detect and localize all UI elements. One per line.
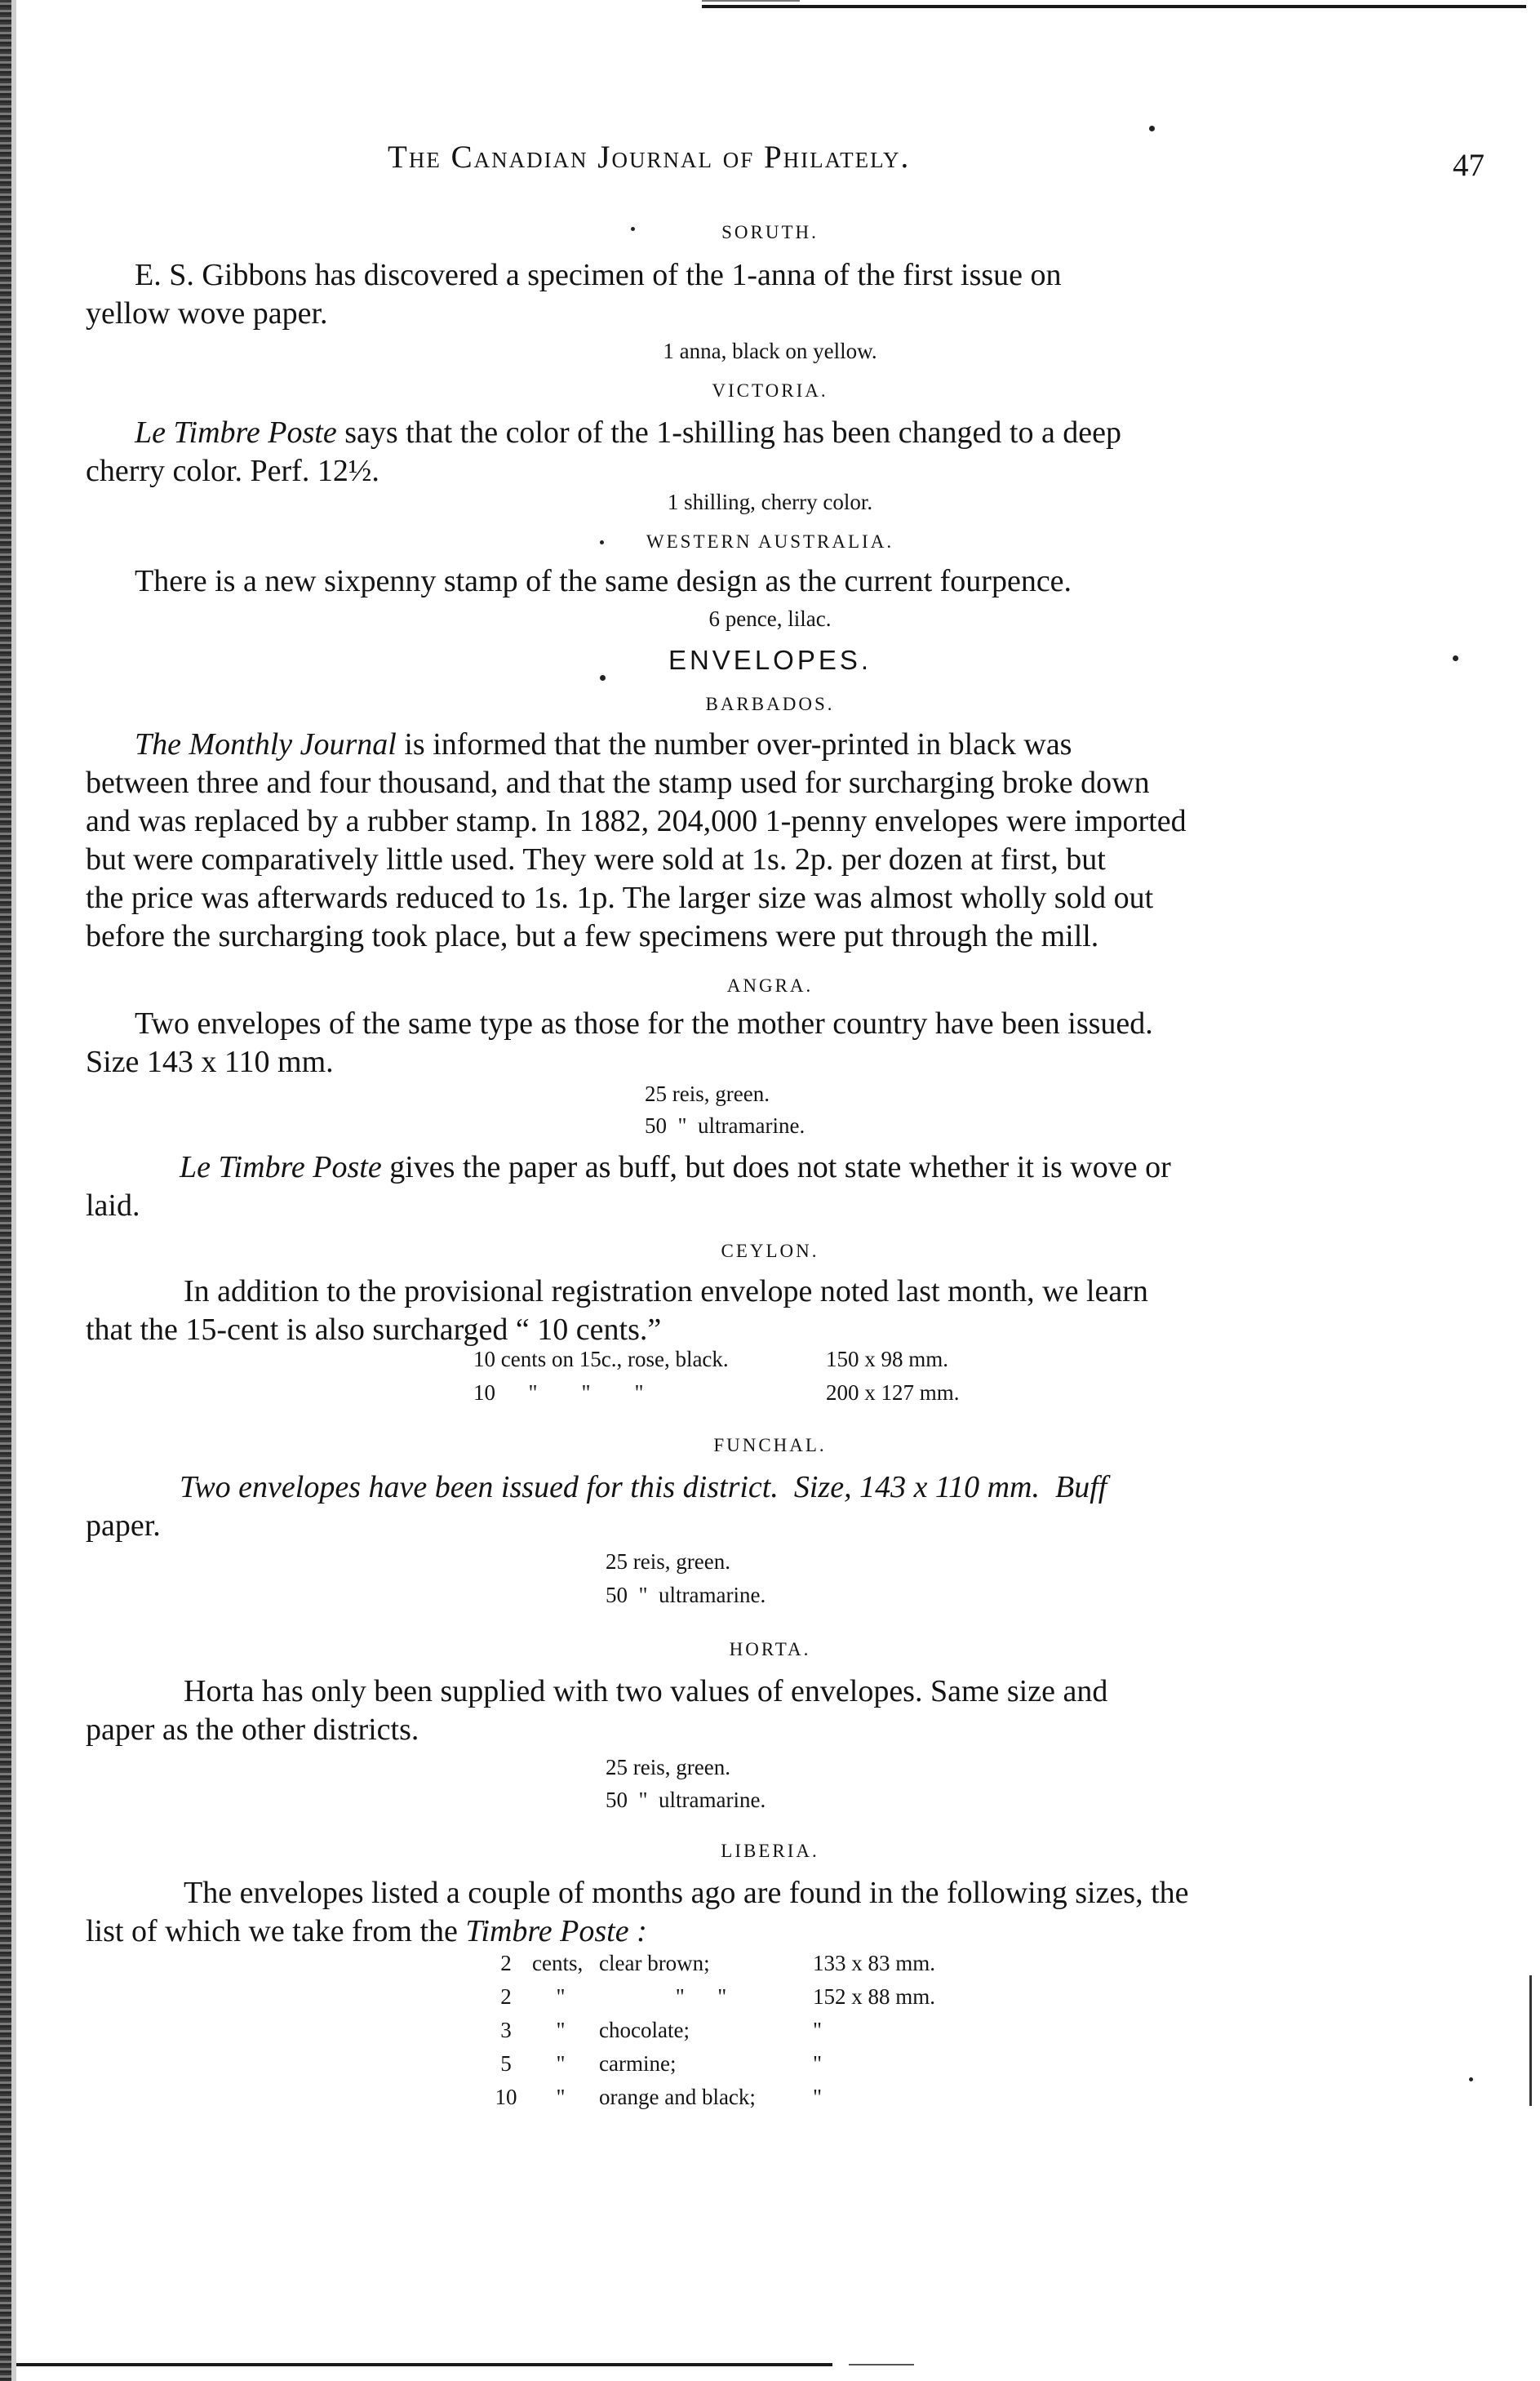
angra-line-3 [180, 1149, 1171, 1185]
table-row [490, 2051, 945, 2085]
barbados-line-1 [135, 726, 1072, 762]
horta-stamp-1: 25 reis, green. [606, 1755, 730, 1779]
ceylon-line-1: In addition to the provisional registration envelope noted last month, we learn [184, 1274, 1148, 1308]
table-cell: 152 x 88 mm. [813, 1984, 936, 2009]
table-cell: 200 x 127 mm. [826, 1380, 960, 1405]
angra-line-4: laid. [86, 1188, 140, 1223]
scan-right-mark [1529, 1975, 1532, 2106]
ceylon-table [473, 1347, 970, 1414]
table-cell: chocolate; [599, 2018, 690, 2042]
soruth-line-1: E. S. Gibbons has discovered a specimen of the 1-anna of the first issue on [135, 258, 1062, 292]
scan-top-rule-thin [702, 0, 800, 2]
table-cell: 3 [500, 2018, 512, 2042]
table-row [473, 1347, 970, 1380]
scan-speck [1469, 2077, 1473, 2081]
section-heading-victoria: VICTORIA. [712, 380, 828, 401]
funchal-line-2: paper. [86, 1508, 161, 1543]
table-cell: " [556, 2018, 566, 2042]
table-cell: " [556, 2085, 566, 2109]
table-cell: 10 cents on 15c., rose, black. [473, 1347, 729, 1371]
horta-stamp-2: 50 " ultramarine. [606, 1788, 766, 1812]
table-row [490, 1951, 945, 1984]
table-cell: orange and black; [599, 2085, 756, 2109]
table-cell: " " [675, 1984, 727, 2009]
angra-line-1: Two envelopes of the same type as those for the mother country have been issued. [135, 1006, 1153, 1041]
section-heading-angra: ANGRA. [726, 975, 814, 996]
table-cell: " [813, 2018, 823, 2042]
section-heading-ceylon: CEYLON. [721, 1241, 819, 1261]
journal-title: Timbre Poste : [465, 1914, 647, 1948]
horta-line-1: Horta has only been supplied with two values of envelopes. Same size and [184, 1674, 1108, 1708]
table-cell: 2 [500, 1984, 512, 2009]
scan-speck [1149, 126, 1155, 131]
victoria-line-1 [135, 415, 1121, 451]
table-cell: clear brown; [599, 1951, 710, 1975]
table-cell: 5 [500, 2051, 512, 2076]
section-heading-liberia: LIBERIA. [721, 1841, 819, 1861]
section-heading-funchal: FUNCHAL. [713, 1435, 827, 1455]
liberia-line-1: The envelopes listed a couple of months ago are found in the following sizes, the [184, 1876, 1189, 1910]
table-cell: " [556, 2051, 566, 2076]
journal-title: Le Timbre Poste [180, 1150, 382, 1184]
table-cell: " [813, 2085, 823, 2109]
angra-line-2: Size 143 x 110 mm. [86, 1045, 334, 1079]
funchal-line-1: Two envelopes have been issued for this district. Size, 143 x 110 mm. Buff [180, 1470, 1107, 1504]
table-cell: 10 [495, 2085, 517, 2109]
scan-top-rule [702, 5, 1526, 8]
angra-line-3-text: gives the paper as buff, but does not state whether it is wove or [381, 1150, 1171, 1184]
ceylon-line-2: that the 15-cent is also surcharged “ 10 cents.” [86, 1313, 662, 1347]
western-australia-stamp: 6 pence, lilac. [708, 606, 832, 631]
journal-title: Le Timbre Poste [135, 415, 337, 450]
running-head: The Canadian Journal of Philately. [388, 140, 911, 175]
section-heading-horta: HORTA. [729, 1639, 811, 1659]
section-heading-barbados: BARBADOS. [705, 694, 835, 714]
victoria-stamp: 1 shilling, cherry color. [667, 490, 873, 514]
table-cell: carmine; [599, 2051, 677, 2076]
table-row [490, 2085, 945, 2118]
western-australia-line-1: There is a new sixpenny stamp of the same design as the current fourpence. [135, 564, 1072, 598]
scan-bottom-rule [16, 2363, 832, 2366]
scan-bottom-rule-fragment [849, 2364, 914, 2365]
liberia-line-2 [86, 1913, 647, 1949]
barbados-line-3: and was replaced by a rubber stamp. In 1882, 204,000 1-penny envelopes were imported [86, 804, 1187, 838]
barbados-line-5: the price was afterwards reduced to 1s. 1p. The larger size was almost wholly sold out [86, 881, 1154, 915]
section-heading-soruth: SORUTH. [721, 222, 819, 242]
horta-line-2: paper as the other districts. [86, 1712, 419, 1747]
funchal-stamp-2: 50 " ultramarine. [606, 1583, 766, 1607]
soruth-stamp: 1 anna, black on yellow. [663, 339, 877, 363]
barbados-line-4: but were comparatively little used. They were sold at 1s. 2p. per dozen at first, but [86, 842, 1106, 877]
table-cell: 133 x 83 mm. [813, 1951, 936, 1975]
table-row [490, 1984, 945, 2018]
angra-stamp-2: 50 " ultramarine. [645, 1113, 806, 1138]
table-row [490, 2018, 945, 2051]
table-cell: " [556, 1984, 566, 2009]
scan-speck [600, 675, 606, 681]
funchal-stamp-1: 25 reis, green. [606, 1549, 730, 1574]
table-cell: 10 " " " [473, 1380, 644, 1405]
barbados-line-6: before the surcharging took place, but a few specimens were put through the mill. [86, 919, 1099, 953]
journal-title: The Monthly Journal [135, 727, 397, 762]
barbados-line-2: between three and four thousand, and that the stamp used for surcharging broke down [86, 766, 1150, 800]
victoria-line-2: cherry color. Perf. 12½. [86, 454, 379, 488]
table-cell: " [813, 2051, 823, 2076]
angra-stamp-1: 25 reis, green. [645, 1082, 770, 1106]
soruth-line-2: yellow wove paper. [86, 296, 328, 331]
section-heading-envelopes: ENVELOPES. [668, 645, 872, 675]
victoria-line-1-text: says that the color of the 1-shilling has been changed to a deep [336, 415, 1122, 450]
section-heading-western-australia: WESTERN AUSTRALIA. [646, 531, 894, 552]
table-cell: 2 [500, 1951, 512, 1975]
table-cell: cents, [532, 1951, 584, 1975]
liberia-table [490, 1951, 945, 2118]
table-row [473, 1380, 970, 1414]
page-number: 47 [1453, 148, 1485, 183]
liberia-line-2-text: list of which we take from the [86, 1914, 466, 1948]
table-cell: 150 x 98 mm. [826, 1347, 949, 1371]
barbados-line-1-text: is informed that the number over-printed in black was [396, 727, 1072, 762]
